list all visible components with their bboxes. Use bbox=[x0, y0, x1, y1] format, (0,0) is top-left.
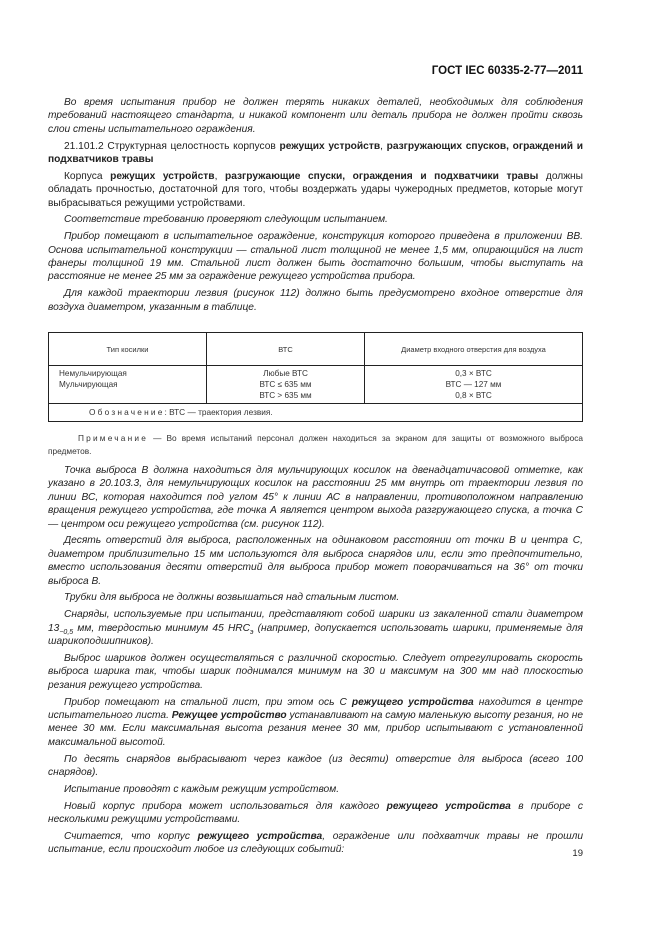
document-body bbox=[48, 96, 583, 860]
table-cell bbox=[49, 366, 207, 404]
text-run: в приборе с несколькими режущими устройствами. bbox=[48, 800, 583, 825]
table-row bbox=[49, 366, 583, 404]
table-cell bbox=[365, 366, 583, 404]
text-run: Испытание проводят с каждым режущим устройством. bbox=[64, 783, 340, 795]
text-run: Считается, что корпус bbox=[64, 830, 198, 842]
subscript: э bbox=[250, 628, 254, 636]
paragraph bbox=[48, 608, 583, 648]
term-bold: режущих устройств bbox=[279, 140, 381, 152]
text-run: Выброс шариков должен осуществляться с различной скоростью. Следует отрегулировать скорость выброса шарика так, чтобы шарик поднимался минимум на 30 и максимум на 300 мм над плоскостью резания режущего устройства. bbox=[48, 652, 583, 691]
text-run: Корпуса bbox=[64, 170, 111, 182]
paragraphs-bottom bbox=[48, 464, 583, 856]
page-number: 19 bbox=[572, 848, 583, 859]
paragraph bbox=[48, 783, 583, 796]
paragraph bbox=[48, 830, 583, 857]
table-header: Диаметр входного отверстия для воздуха bbox=[365, 333, 583, 366]
paragraph bbox=[48, 140, 583, 167]
text-run: (например, допускается использовать шарики, применяемые для шарикоподшипников). bbox=[48, 622, 583, 648]
cell-line: Немульчирующая bbox=[59, 369, 127, 379]
text-run: Снаряды, используемые при испытании, представляют собой шарики из закаленной стали диаметром 13 bbox=[48, 609, 583, 634]
paragraph bbox=[48, 696, 583, 750]
paragraph bbox=[48, 534, 583, 588]
cell-line: ВТС > 635 мм bbox=[259, 391, 312, 401]
paragraph bbox=[48, 591, 583, 604]
text-run: , ограждение или подхватчик травы не прошли испытание, если происходит любое из следующих событий: bbox=[48, 830, 583, 856]
text-run: Новый корпус прибора может использоваться для каждого bbox=[64, 800, 387, 812]
term-bold: режущего устройства bbox=[351, 696, 474, 708]
text-run: Прибор помещают в испытательное ограждение, конструкция которого приведена в приложении ВВ. Основа испытательной конструкции — стальной лист толщиной не менее 1,5 мм, опирающийся на лист фанеры толщиной 19 мм. Стальной лист должен быть достаточно большим, чтобы выступать на расстояние не менее 25 мм за ограждение режущего устройства прибора. bbox=[48, 231, 583, 283]
paragraph bbox=[48, 652, 583, 692]
table-legend bbox=[49, 404, 583, 422]
cell-line: ВТС ≤ 635 мм bbox=[259, 380, 312, 390]
text-run: По десять снарядов выбрасывают через каждое (из десяти) отверстие для выброса (всего 100 снарядов). bbox=[48, 753, 583, 778]
text-run: Десять отверстий для выброса, расположенных на одинаковом расстоянии от точки В и центра С, диаметром приблизительно 15 мм используются для выброса снарядов или, если это предпочтительно, вместо использования десяти отверстий для выброса прибор может поворачиваться на 36° от точки выброса В. bbox=[48, 535, 583, 587]
table-header: Тип косилки bbox=[49, 333, 207, 366]
text-run: , bbox=[380, 140, 387, 152]
document-header: ГОСТ IEC 60335-2-77—2011 bbox=[431, 65, 583, 77]
text-run: 21.101.2 Структурная целостность корпусов bbox=[64, 140, 280, 152]
air-inlet-table bbox=[48, 332, 583, 422]
text-run: устанавливают на самую маленькую высоту резания, но не менее 30 мм. Если максимальная высота резания менее 30 мм, прибор испытывают с установленной максимальной высотой. bbox=[48, 709, 583, 748]
text-run: должны обладать прочностью, достаточной для того, чтобы воздержать удары чужеродных предметов, которые могут выбрасываться режущими устройствами. bbox=[48, 170, 583, 209]
term-bold: разгружающих спусков, ограждений и подхватчиков травы bbox=[48, 140, 583, 166]
legend-label: Обозначение bbox=[89, 407, 165, 418]
note-label: Примечание bbox=[78, 433, 149, 444]
cell-line: Мульчирующая bbox=[59, 380, 118, 390]
table-header-row bbox=[49, 333, 583, 366]
table-legend-row bbox=[49, 404, 583, 422]
paragraph bbox=[48, 170, 583, 210]
cell-line: 0,8 × ВТС bbox=[455, 391, 492, 401]
paragraph bbox=[48, 230, 583, 284]
paragraph bbox=[48, 800, 583, 827]
table-cell bbox=[207, 366, 365, 404]
paragraph bbox=[48, 213, 583, 226]
text-run: Для каждой траектории лезвия (рисунок 112) должно быть предусмотрено входное отверстие для воздуха диаметром, указанным в таблице. bbox=[48, 288, 583, 313]
paragraph bbox=[48, 287, 583, 314]
term-bold: режущего устройства bbox=[386, 800, 511, 812]
text-run: Прибор помещают на стальной лист, при этом ось С bbox=[64, 696, 352, 708]
term-bold: Режущее устройство bbox=[171, 709, 287, 721]
paragraph bbox=[48, 96, 583, 136]
paragraphs-top bbox=[48, 96, 583, 314]
text-run: , bbox=[214, 170, 225, 182]
text-run: Трубки для выброса не должны возвышаться над стальным листом. bbox=[64, 592, 400, 604]
cell-line: Любые ВТС bbox=[263, 369, 308, 379]
paragraph bbox=[48, 753, 583, 780]
text-run: мм, твердостью минимум 45 HRC bbox=[73, 622, 251, 634]
subscript: −0,5 bbox=[59, 628, 74, 636]
term-bold: режущего устройства bbox=[197, 830, 323, 842]
text-run: Точка выброса В должна находиться для мульчирующих косилок на двенадцатичасовой отметке, как указано в 20.103.3, для немульчирующих косилок на расстоянии 25 мм внутрь от траектории лезвия по линии ВС, которая находится под углом 45° к линии АС в направлении, противоположном направлению вращения режущего устройства, где точка А является центром выхода разгружающего спуска, а точка С — центром оси режущего устройства (см. рисунок 112). bbox=[48, 465, 583, 530]
text-run: находится в центре испытательного листа. bbox=[48, 696, 584, 721]
note-paragraph bbox=[48, 432, 583, 458]
table-header: ВТС bbox=[207, 333, 365, 366]
term-bold: разгружающие спуски, ограждения и подхватчики травы bbox=[224, 170, 539, 182]
note-text: — Во время испытаний персонал должен находиться за экраном для защиты от возможного выброса предметов. bbox=[48, 433, 583, 457]
term-bold: режущих устройств bbox=[110, 170, 215, 182]
cell-line: ВТС — 127 мм bbox=[445, 380, 502, 390]
cell-line: 0,3 × ВТС bbox=[455, 369, 492, 379]
text-run: Во время испытания прибор не должен терять никаких деталей, необходимых для соблюдения требований настоящего стандарта, и никакой компонент или деталь прибора не должен пройти сквозь слои стены испытательного ограждения. bbox=[48, 97, 583, 135]
text-run: Соответствие требованию проверяют следующим испытанием. bbox=[64, 214, 388, 226]
legend-text: : ВТС — траектория лезвия. bbox=[164, 407, 273, 418]
paragraph bbox=[48, 464, 583, 531]
